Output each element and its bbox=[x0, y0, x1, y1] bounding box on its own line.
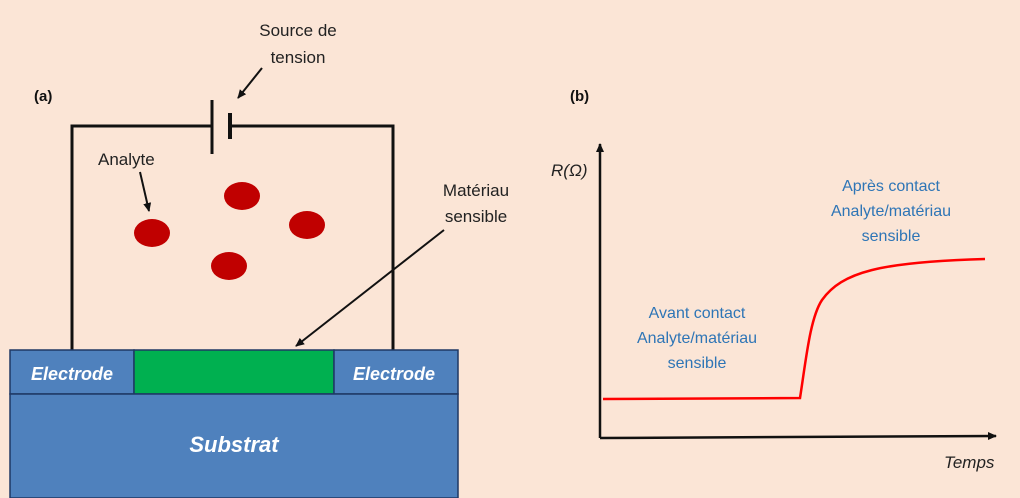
material-label-line1: Matériau bbox=[442, 181, 510, 200]
substrate-label: Substrat bbox=[189, 432, 279, 457]
material-arrow bbox=[296, 230, 444, 346]
voltage-source-symbol bbox=[212, 100, 230, 154]
after-contact-line3: sensible bbox=[861, 228, 921, 245]
x-axis bbox=[600, 436, 996, 438]
electrode-left-label: Electrode bbox=[30, 364, 114, 384]
source-label-line1: Source de bbox=[259, 21, 337, 40]
analyte-particle bbox=[134, 219, 170, 247]
before-contact-line3: sensible bbox=[667, 355, 727, 372]
resistance-curve bbox=[603, 259, 985, 399]
source-label-line2: tension bbox=[270, 48, 326, 67]
source-arrow bbox=[238, 68, 262, 98]
before-contact-line2: Analyte/matériau bbox=[636, 330, 758, 347]
analyte-label: Analyte bbox=[98, 150, 155, 169]
sensing-material bbox=[134, 350, 334, 394]
panel-a-label: (a) bbox=[34, 88, 53, 105]
before-contact-line1: Avant contact bbox=[648, 305, 746, 322]
analyte-particle bbox=[289, 211, 325, 239]
x-axis-label: Temps bbox=[944, 453, 995, 472]
analyte-arrow bbox=[140, 172, 149, 211]
after-contact-line2: Analyte/matériau bbox=[830, 203, 952, 220]
y-axis-label: R(Ω) bbox=[551, 161, 588, 180]
analyte-particle bbox=[224, 182, 260, 210]
after-contact-line1: Après contact bbox=[842, 178, 940, 195]
panel-b-label: (b) bbox=[570, 88, 590, 105]
electrode-right-label: Electrode bbox=[352, 364, 436, 384]
analyte-particle bbox=[211, 252, 247, 280]
material-label-line2: sensible bbox=[444, 207, 508, 226]
